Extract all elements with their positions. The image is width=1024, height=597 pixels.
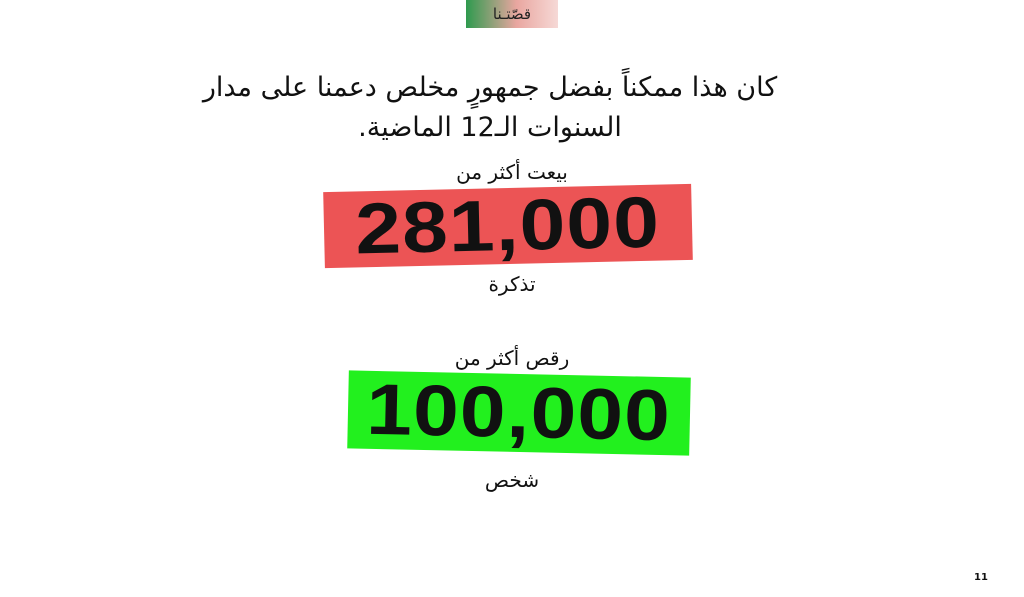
dancers-count: 100,000 xyxy=(365,369,673,457)
tickets-count: 281,000 xyxy=(354,182,662,270)
tickets-post-label: تذكرة xyxy=(488,272,536,296)
section-tag-label: قصّتـنا xyxy=(492,5,532,23)
intro-text xyxy=(180,68,800,148)
intro-line-2: السنوات الـ12 الماضية. xyxy=(358,112,622,143)
dancers-pre-label: رقص أكثر من xyxy=(454,346,570,370)
tickets-pre-label: بيعت أكثر من xyxy=(456,160,568,184)
dancers-post-label: شخص xyxy=(484,468,540,492)
section-tag xyxy=(466,0,558,28)
intro-line-1: كان هذا ممكناً بفضل جمهورٍ مخلص دعمنا على مدار xyxy=(202,72,778,103)
tickets-highlight-box xyxy=(323,184,693,268)
page-number: 11 xyxy=(974,572,988,583)
dancers-highlight-box xyxy=(347,370,691,455)
